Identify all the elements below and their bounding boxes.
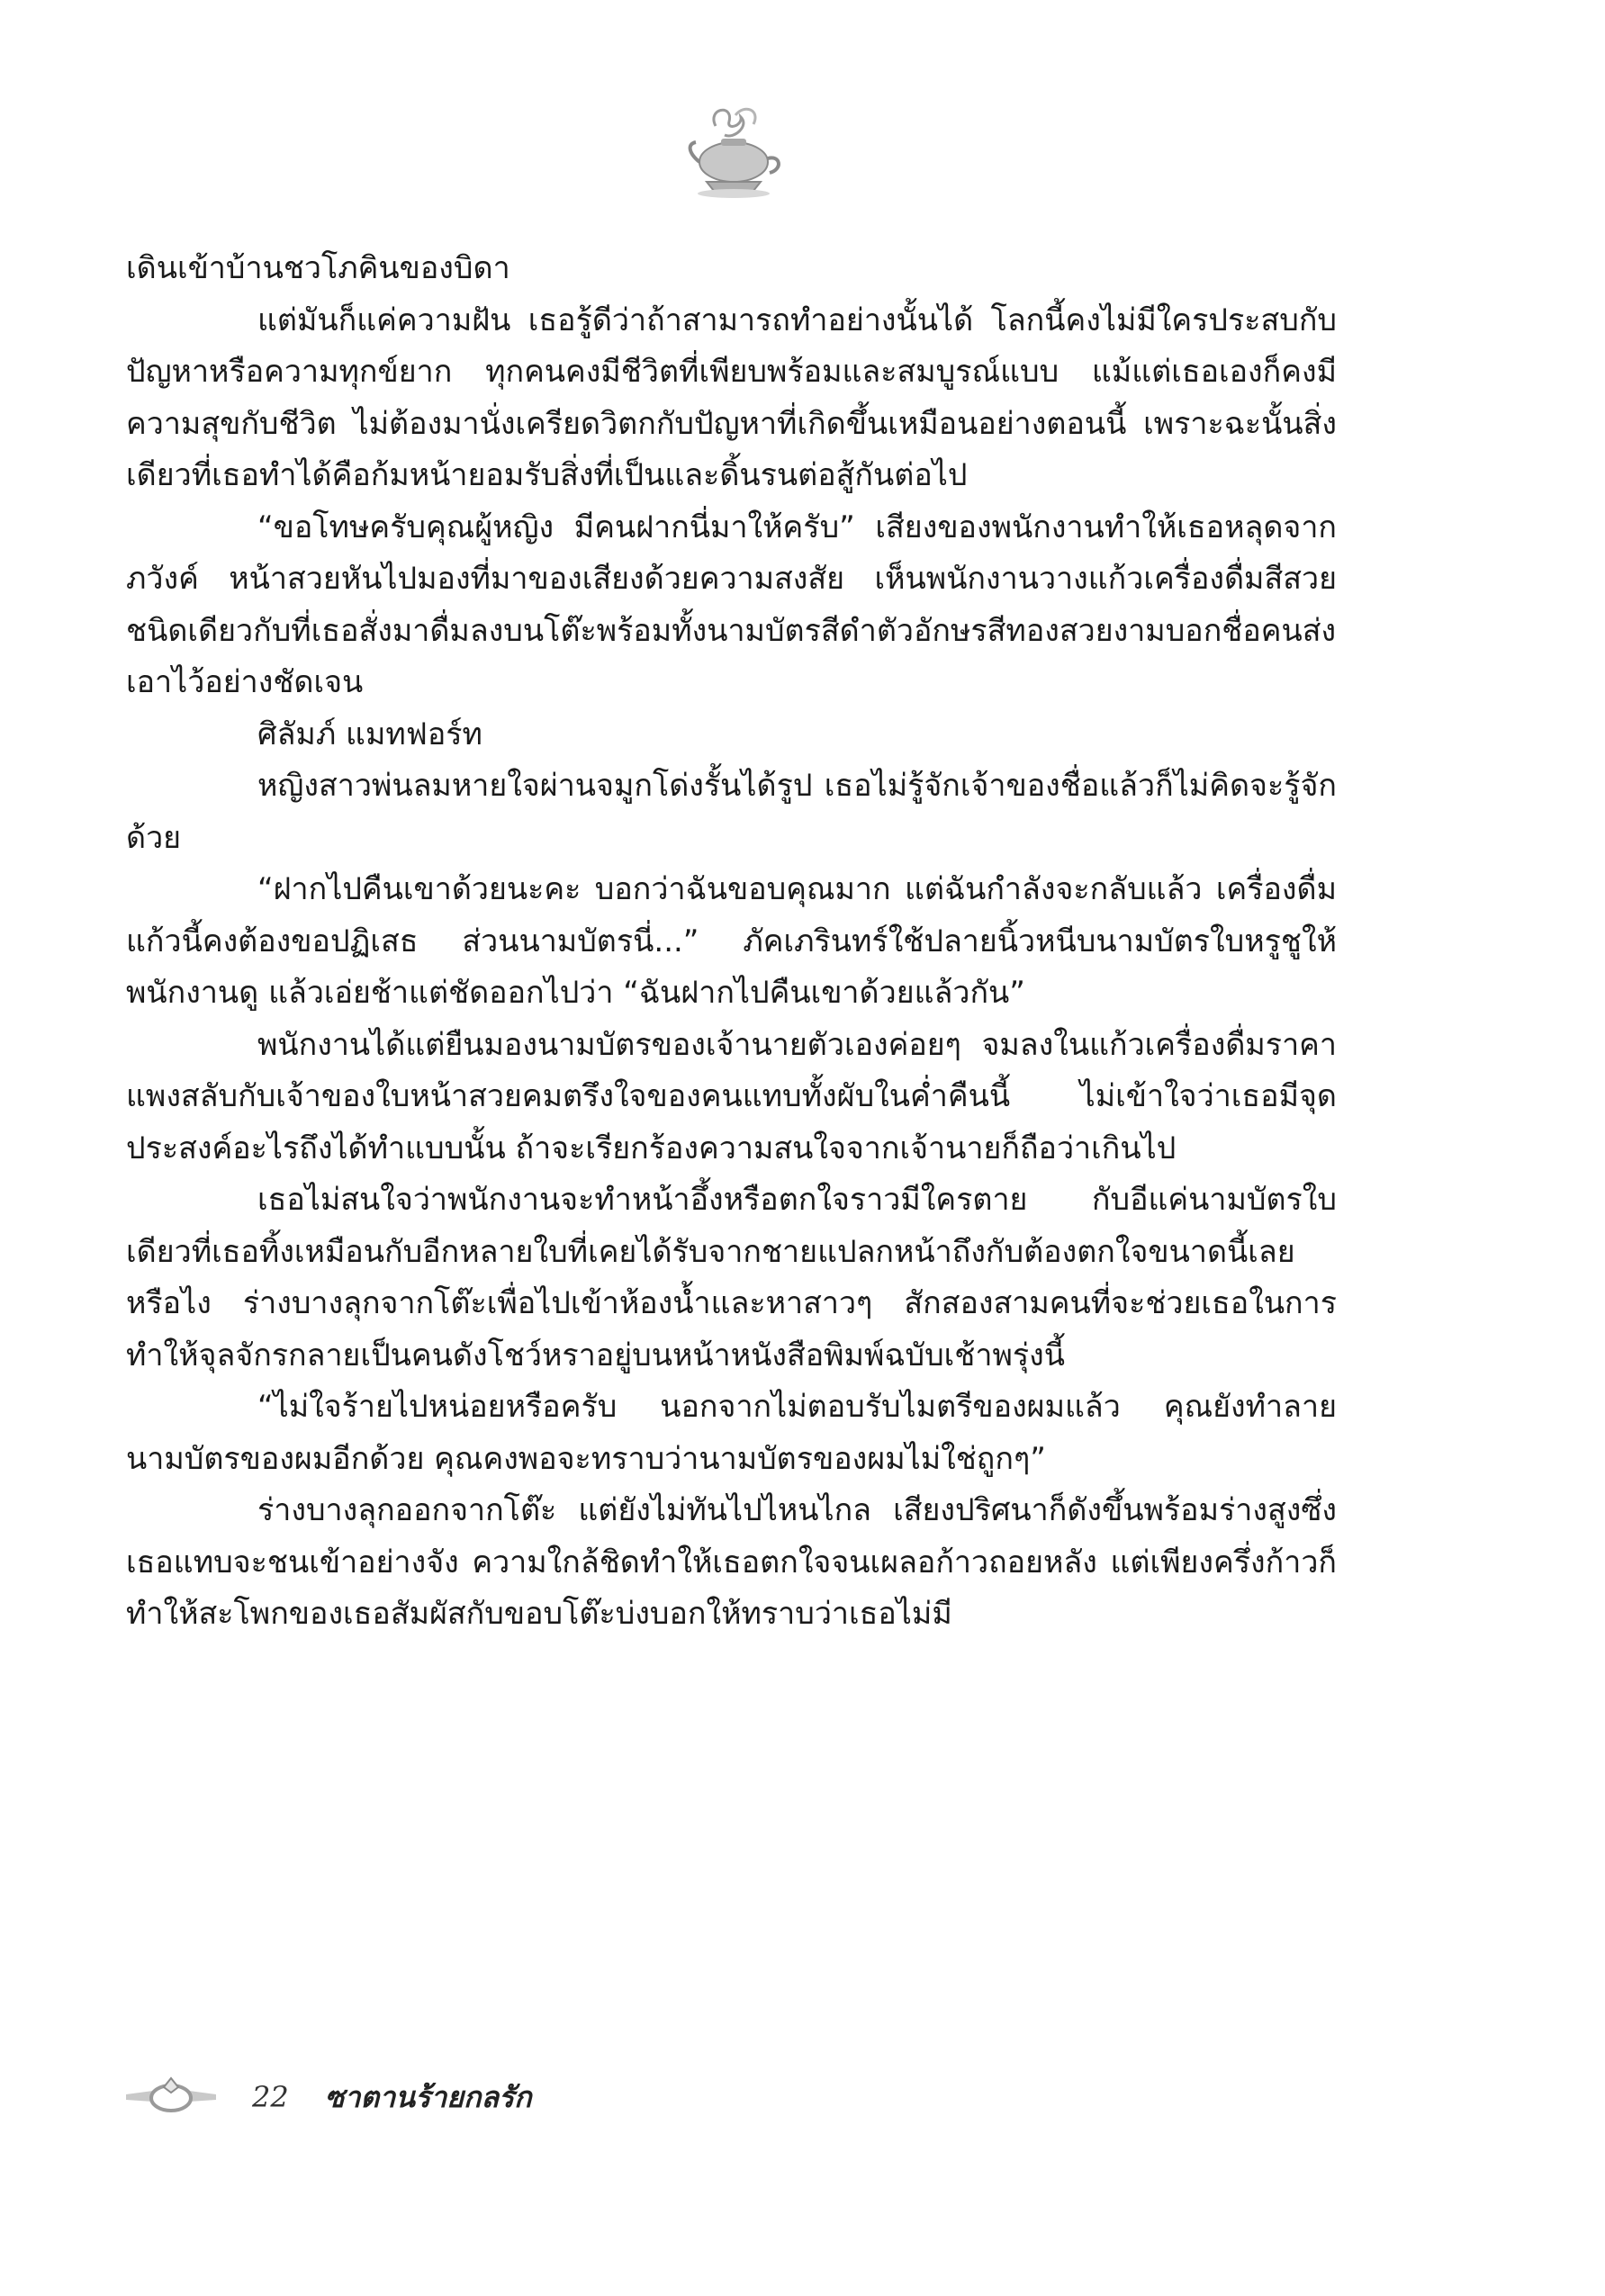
ring-icon [126, 2075, 216, 2120]
paragraph: “ขอโทษครับคุณผู้หญิง มีคนฝากนี่มาให้ครับ” เสียงของพนักงานทำให้เธอหลุดจากภวังค์ หน้าสวยหันไปมองที่มาของเสียงด้วยความสงสัย เห็นพนักงานวางแก้วเครื่องดื่มสีสวยชนิดเดียวกับที่เธอสั่งมาดื่มลงบนโต๊ะพร้อมทั้งนามบัตรสีดำตัวอักษรสีทองสวยงามบอกชื่อคนส่งเอาไว้อย่างชัดเจน [126, 509, 1337, 700]
paragraph: เดินเข้าบ้านชวโภคินของบิดา [126, 250, 510, 286]
book-title: ซาตานร้ายกลรัก [324, 2079, 532, 2114]
paragraph: หญิงสาวพ่นลมหายใจผ่านจมูกโด่งรั้นได้รูป เธอไม่รู้จักเจ้าของชื่อแล้วก็ไม่คิดจะรู้จักด้วย [126, 768, 1337, 856]
paragraph: แต่มันก็แค่ความฝัน เธอรู้ดีว่าถ้าสามารถทำอย่างนั้นได้ โลกนี้คงไม่มีใครประสบกับปัญหาหรือความทุกข์ยาก ทุกคนคงมีชีวิตที่เพียบพร้อมและสมบูรณ์แบบ แม้แต่เธอเองก็คงมีความสุขกับชีวิต ไม่ต้องมานั่งเครียดวิตกกับปัญหาที่เกิดขึ้นเหมือนอย่างตอนนี้ เพราะฉะนั้นสิ่งเดียวที่เธอทำได้คือก้มหน้ายอมรับสิ่งที่เป็นและดิ้นรนต่อสู้กันต่อไป [126, 302, 1337, 493]
teapot-ornament-icon [680, 99, 788, 207]
page-number: 22 [252, 2080, 289, 2114]
paragraph: “ไม่ใจร้ายไปหน่อยหรือครับ นอกจากไม่ตอบรับไมตรีของผมแล้ว คุณยังทำลายนามบัตรของผมอีกด้วย คุณคงพอจะทราบว่านามบัตรของผมไม่ใช่ถูกๆ” [126, 1389, 1337, 1477]
business-card-name: ศิลัมภ์ แมทฟอร์ท [257, 716, 482, 752]
chapter-body [126, 243, 1337, 1641]
paragraph: เธอไม่สนใจว่าพนักงานจะทำหน้าอึ้งหรือตกใจราวมีใครตาย กับอีแค่นามบัตรใบเดียวที่เธอทิ้งเหมือนกับอีกหลายใบที่เคยได้รับจากชายแปลกหน้าถึงกับต้องตกใจขนาดนี้เลยหรือไง ร่างบางลุกจากโต๊ะเพื่อไปเข้าห้องน้ำและหาสาวๆ สักสองสามคนที่จะช่วยเธอในการทำให้จุลจักรกลายเป็นคนดังโชว์หราอยู่บนหน้าหนังสือพิมพ์ฉบับเช้าพรุ่งนี้ [126, 1182, 1337, 1373]
paragraph: พนักงานได้แต่ยืนมองนามบัตรของเจ้านายตัวเองค่อยๆ จมลงในแก้วเครื่องดื่มราคาแพงสลับกับเจ้าของใบหน้าสวยคมตรึงใจของคนแทบทั้งผับในค่ำคืนนี้ ไม่เข้าใจว่าเธอมีจุดประสงค์อะไรถึงได้ทำแบบนั้น ถ้าจะเรียกร้องความสนใจจากเจ้านายก็ถือว่าเกินไป [126, 1026, 1337, 1166]
paragraph: ร่างบางลุกออกจากโต๊ะ แต่ยังไม่ทันไปไหนไกล เสียงปริศนาก็ดังขึ้นพร้อมร่างสูงซึ่งเธอแทบจะชนเข้าอย่างจัง ความใกล้ชิดทำให้เธอตกใจจนเผลอก้าวถอยหลัง แต่เพียงครึ่งก้าวก็ทำให้สะโพกของเธอสัมผัสกับขอบโต๊ะบ่งบอกให้ทราบว่าเธอไม่มี [126, 1492, 1337, 1632]
paragraph: “ฝากไปคืนเขาด้วยนะคะ บอกว่าฉันขอบคุณมาก แต่ฉันกำลังจะกลับแล้ว เครื่องดื่มแก้วนี้คงต้องขอปฏิเสธ ส่วนนามบัตรนี่...” ภัคเภรินทร์ใช้ปลายนิ้วหนีบนามบัตรใบหรูชูให้พนักงานดู แล้วเอ่ยช้าแต่ชัดออกไปว่า “ฉันฝากไปคืนเขาด้วยแล้วกัน” [126, 871, 1337, 1011]
page-footer [126, 2070, 531, 2124]
